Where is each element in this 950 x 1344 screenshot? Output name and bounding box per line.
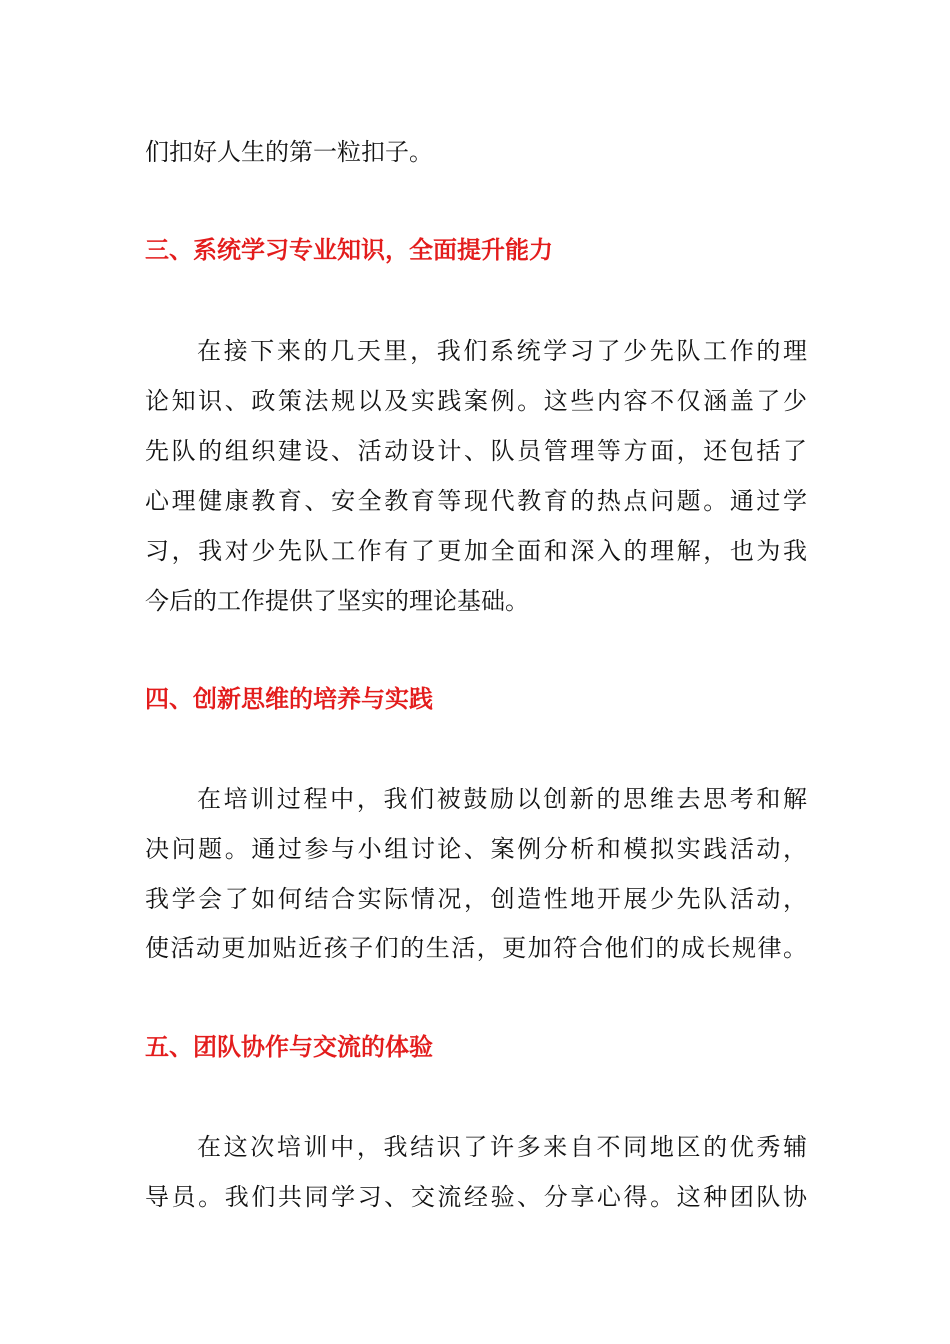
section-3-heading: 三、系统学习专业知识，全面提升能力: [145, 236, 553, 264]
section-5-line-1: 在这次培训中，我结识了许多来自不同地区的优秀辅: [197, 1133, 807, 1161]
section-3-line-2: 论知识、政策法规以及实践案例。这些内容不仅涵盖了少: [145, 387, 807, 415]
section-4-line-4: 使活动更加贴近孩子们的生活，更加符合他们的成长规律。: [145, 934, 807, 962]
section-5-heading: 五、团队协作与交流的体验: [145, 1033, 433, 1061]
section-4-line-3: 我学会了如何结合实际情况，创造性地开展少先队活动，: [145, 885, 807, 913]
section-3-line-1: 在接下来的几天里，我们系统学习了少先队工作的理: [197, 337, 807, 365]
section-3-line-4: 心理健康教育、安全教育等现代教育的热点问题。通过学: [145, 487, 807, 515]
section-4-line-1: 在培训过程中，我们被鼓励以创新的思维去思考和解: [197, 785, 807, 813]
paragraph-continuation-line: 们扣好人生的第一粒扣子。: [145, 138, 433, 166]
section-4-line-2: 决问题。通过参与小组讨论、案例分析和模拟实践活动，: [145, 835, 807, 863]
section-5-line-2: 导员。我们共同学习、交流经验、分享心得。这种团队协: [145, 1183, 807, 1211]
section-3-line-5: 习，我对少先队工作有了更加全面和深入的理解，也为我: [145, 537, 807, 565]
section-3-line-3: 先队的组织建设、活动设计、队员管理等方面，还包括了: [145, 437, 807, 465]
section-3-line-6: 今后的工作提供了坚实的理论基础。: [145, 587, 529, 615]
section-4-heading: 四、创新思维的培养与实践: [145, 685, 433, 713]
